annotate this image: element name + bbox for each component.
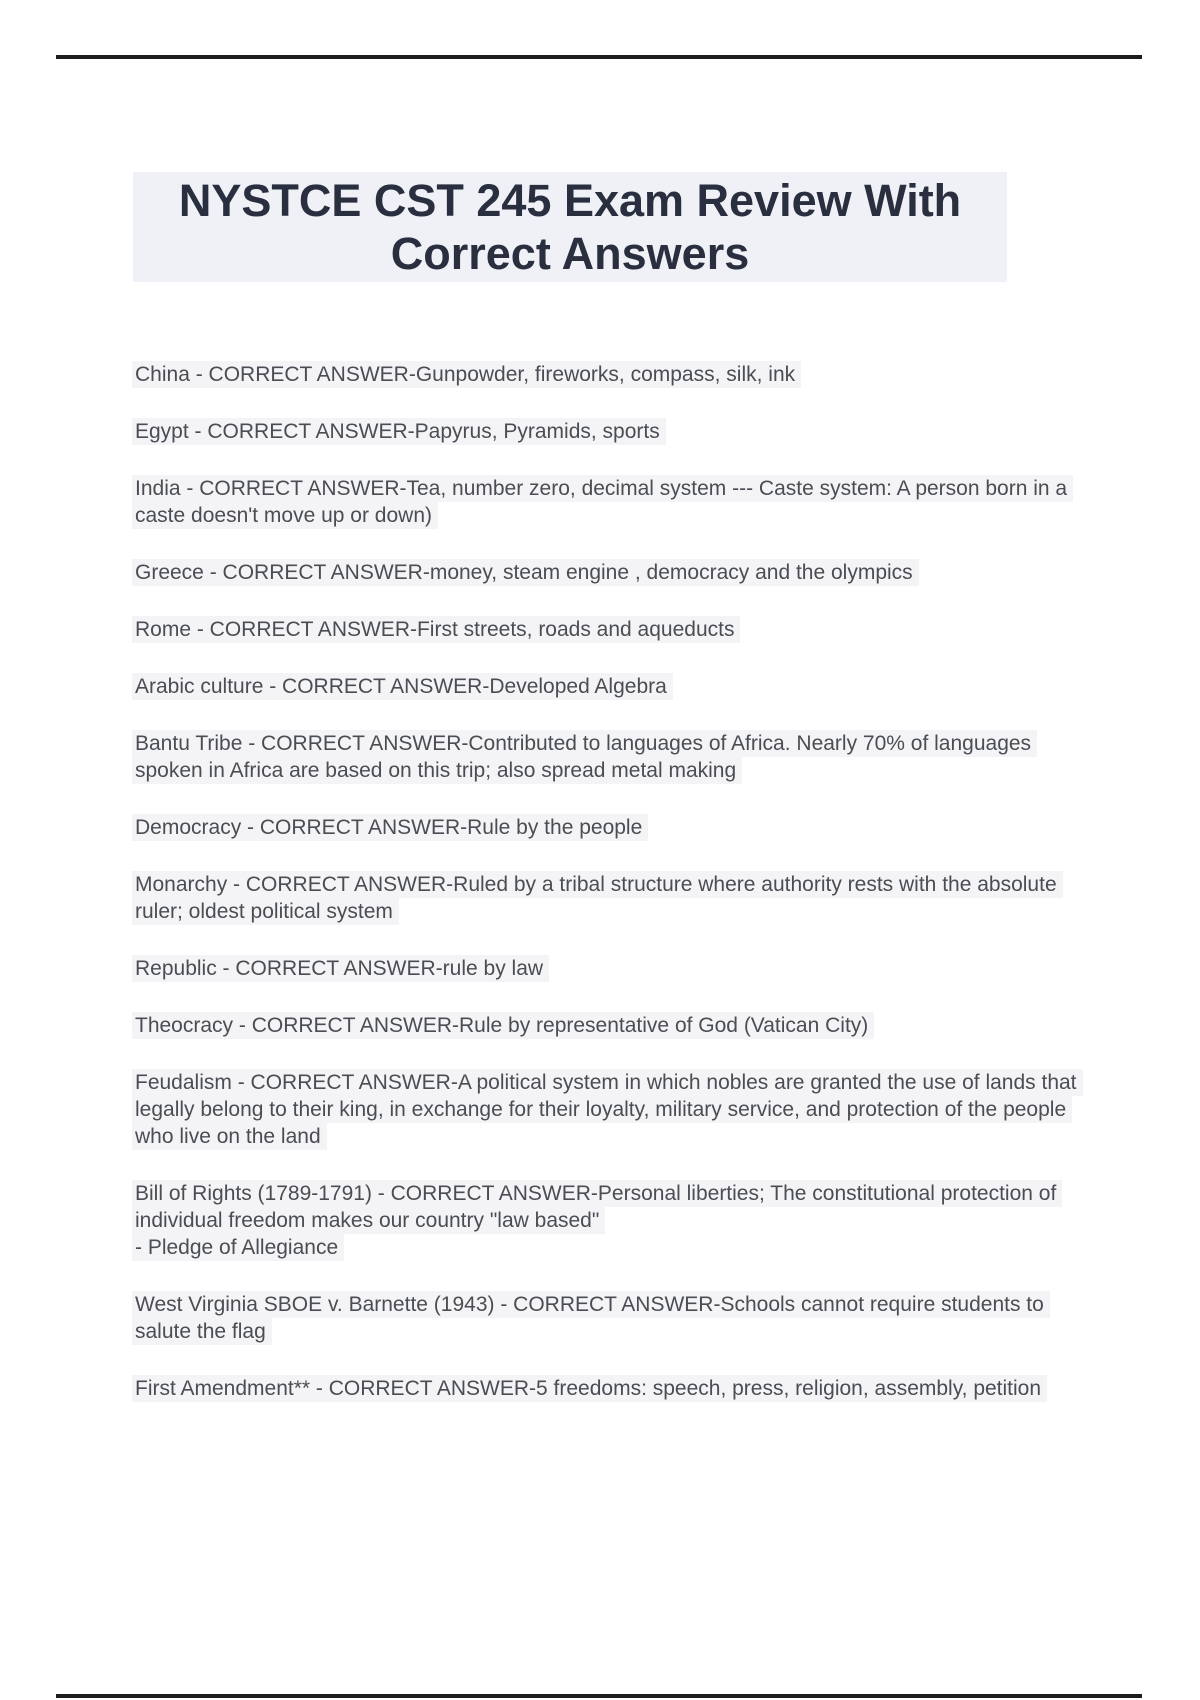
- qa-item: [135, 673, 1080, 700]
- qa-text: Republic - CORRECT ANSWER-rule by law: [132, 955, 549, 982]
- qa-text: Monarchy - CORRECT ANSWER-Ruled by a tribal structure where authority rests with the absolute ruler; oldest political system: [132, 871, 1063, 925]
- qa-text: Rome - CORRECT ANSWER-First streets, roads and aqueducts: [132, 616, 740, 643]
- qa-text: Feudalism - CORRECT ANSWER-A political system in which nobles are granted the use of lands that legally belong to their king, in exchange for their loyalty, military service, and protection of the people who live on the land: [132, 1069, 1083, 1150]
- qa-text: Theocracy - CORRECT ANSWER-Rule by representative of God (Vatican City): [132, 1012, 874, 1039]
- bottom-horizontal-rule: [56, 1694, 1142, 1698]
- qa-text: Bill of Rights (1789-1791) - CORRECT ANSWER-Personal liberties; The constitutional protection of individual freedom makes our country "law based": [132, 1180, 1062, 1234]
- qa-item: [135, 559, 1080, 586]
- qa-item: [135, 1012, 1080, 1039]
- qa-text: Bantu Tribe - CORRECT ANSWER-Contributed to languages of Africa. Nearly 70% of languages spoken in Africa are based on this trip; also spread metal making: [132, 730, 1037, 784]
- qa-list: [135, 361, 1080, 1432]
- qa-item: [135, 814, 1080, 841]
- qa-extra-line: - Pledge of Allegiance: [132, 1234, 344, 1261]
- qa-text: Greece - CORRECT ANSWER-money, steam engine , democracy and the olympics: [132, 559, 919, 586]
- qa-text: India - CORRECT ANSWER-Tea, number zero, decimal system --- Caste system: A person born in a caste doesn't move up or down): [132, 475, 1073, 529]
- page-title: NYSTCE CST 245 Exam Review With Correct Answers: [133, 172, 1007, 282]
- qa-text: China - CORRECT ANSWER-Gunpowder, fireworks, compass, silk, ink: [132, 361, 801, 388]
- qa-item: [135, 1069, 1080, 1150]
- qa-text: Democracy - CORRECT ANSWER-Rule by the people: [132, 814, 648, 841]
- qa-text: West Virginia SBOE v. Barnette (1943) - CORRECT ANSWER-Schools cannot require students to salute the flag: [132, 1291, 1050, 1345]
- qa-item: [135, 955, 1080, 982]
- qa-item: [135, 730, 1080, 784]
- qa-item: [135, 475, 1080, 529]
- qa-text: Egypt - CORRECT ANSWER-Papyrus, Pyramids, sports: [132, 418, 666, 445]
- qa-item: [135, 616, 1080, 643]
- qa-text: First Amendment** - CORRECT ANSWER-5 freedoms: speech, press, religion, assembly, petition: [132, 1375, 1047, 1402]
- qa-item: [135, 1375, 1080, 1402]
- qa-item: [135, 361, 1080, 388]
- qa-item: [135, 1180, 1080, 1261]
- qa-item: [135, 418, 1080, 445]
- qa-item: [135, 1291, 1080, 1345]
- qa-item: [135, 871, 1080, 925]
- qa-text: Arabic culture - CORRECT ANSWER-Developed Algebra: [132, 673, 673, 700]
- top-horizontal-rule: [56, 55, 1142, 59]
